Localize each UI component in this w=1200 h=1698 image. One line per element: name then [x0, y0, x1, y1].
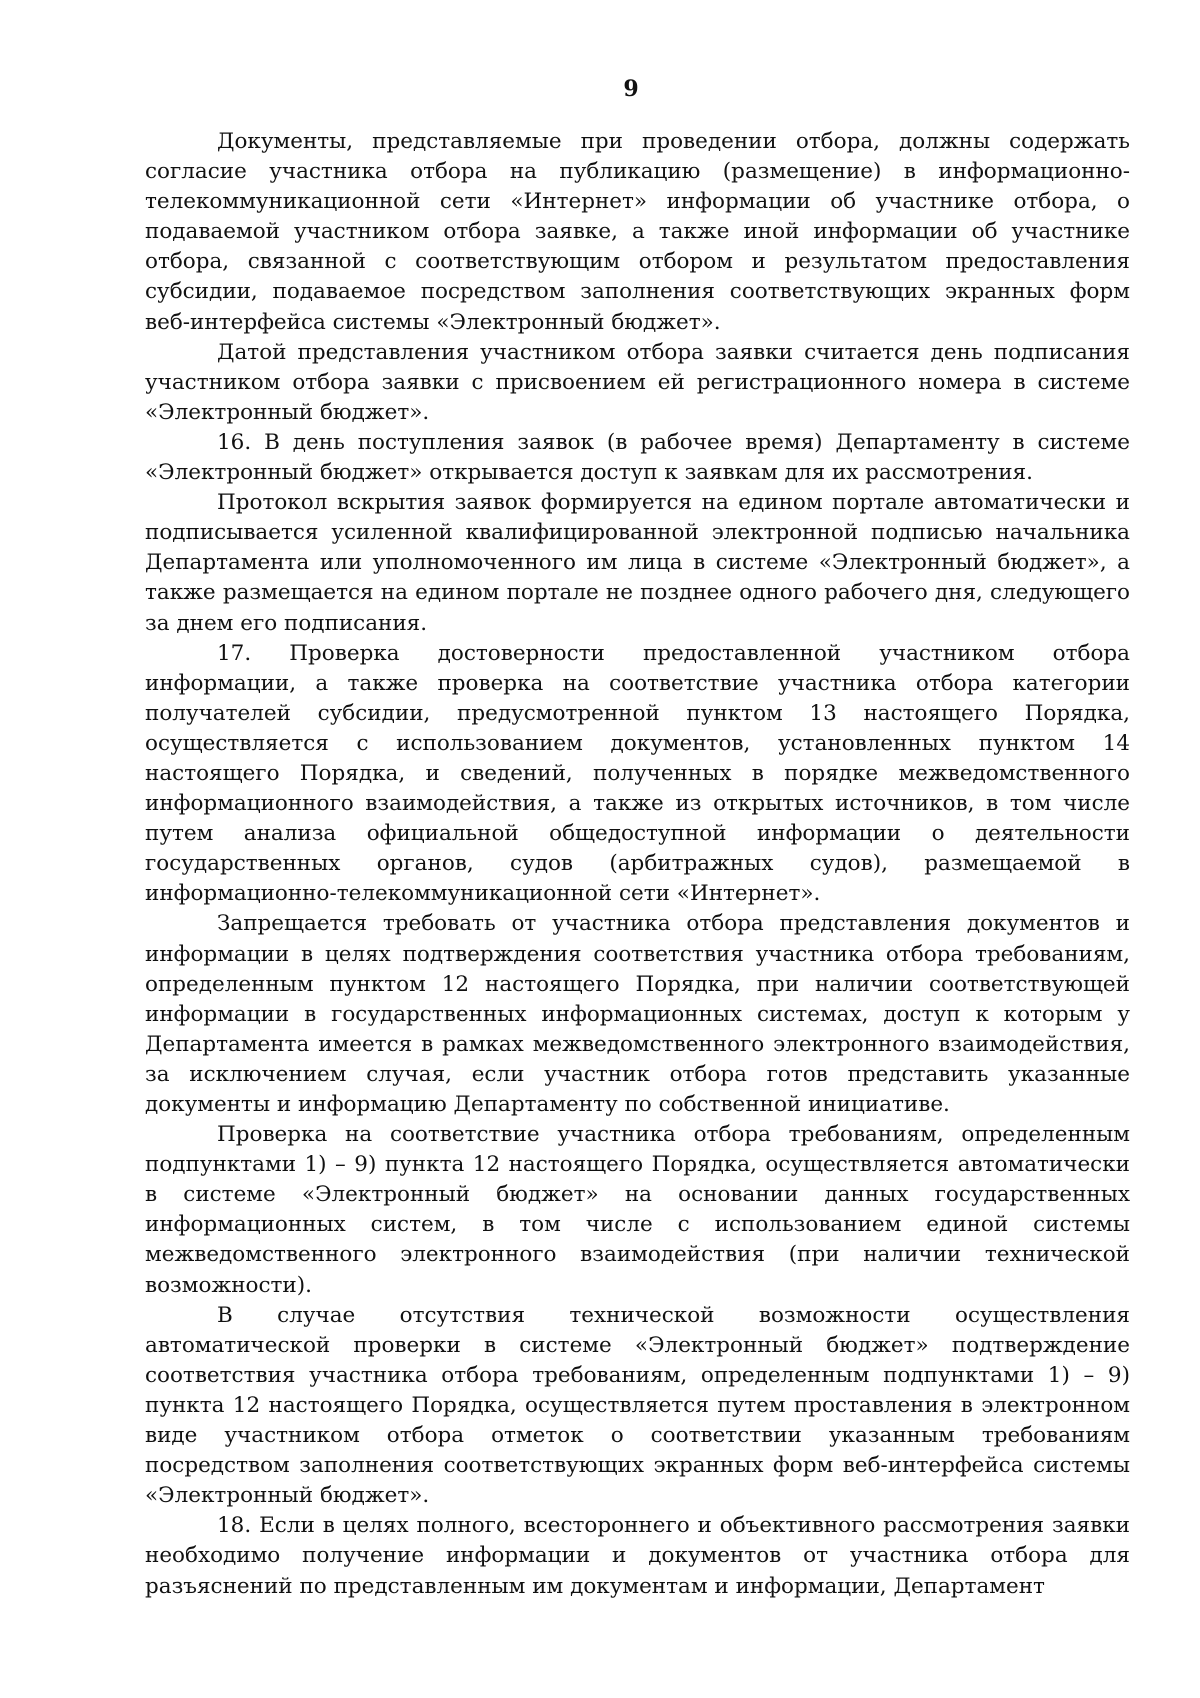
paragraph-item-16: 16. В день поступления заявок (в рабочее время) Департаменту в системе «Электронный бюджет» открывается доступ к заявкам для их рассмотрения.	[145, 429, 1130, 486]
paragraph-item-18: 18. Если в целях полного, всестороннего и объективного рассмотрения заявки необходимо получение информации и документов от участника отбора для разъяснений по представленным им документам и информации, Департамент	[145, 1513, 1130, 1599]
paragraph-submission-date: Датой представления участником отбора заявки считается день подписания участником отбора заявки с присвоением ей регистрационного номера в системе «Электронный бюджет».	[145, 339, 1130, 425]
paragraph-manual-confirmation: В случае отсутствия технической возможности осуществления автоматической проверки в системе «Электронный бюджет» подтверждение соответствия участника отбора требованиям, определенным подпунктами 1) – 9) пункта 12 настоящего Порядка, осуществляется путем проставления в электронном виде участником отбора отметок о соответствии указанным требованиям посредством заполнения соответствующих экранных форм веб-интерфейса системы «Электронный бюджет».	[145, 1302, 1130, 1509]
page-number: 9	[623, 76, 639, 102]
paragraph-prohibition: Запрещается требовать от участника отбора представления документов и информации в целях подтверждения соответствия участника отбора требованиям, определенным пунктом 12 настоящего Порядка, при наличии соответствующей информации в государственных информационных системах, доступ к которым у Департамента имеется в рамках межведомственного электронного взаимодействия, за исключением случая, если участник отбора готов представить указанные документы и информацию Департаменту по собственной инициативе.	[145, 911, 1130, 1117]
document-body	[145, 127, 1130, 1602]
paragraph-opening-protocol: Протокол вскрытия заявок формируется на едином портале автоматически и подписывается усиленной квалифицированной электронной подписью начальника Департамента или уполномоченного им лица в системе «Электронный бюджет», а также размещается на едином портале не позднее одного рабочего дня, следующего за днем его подписания.	[145, 490, 1130, 636]
paragraph-automatic-check: Проверка на соответствие участника отбора требованиям, определенным подпунктами 1) – 9) пункта 12 настоящего Порядка, осуществляется автоматически в системе «Электронный бюджет» на основании данных государственных информационных систем, в том числе с использованием единой системы межведомственного электронного взаимодействия (при наличии технической возможности).	[145, 1122, 1130, 1298]
paragraph-consent-publication: Документы, представляемые при проведении отбора, должны содержать согласие участника отбора на публикацию (размещение) в информационно-телекоммуникационной сети «Интернет» информации об участнике отбора, о подаваемой участником отбора заявке, а также иной информации об участнике отбора, связанной с соответствующим отбором и результатом предоставления субсидии, подаваемое посредством заполнения соответствующих экранных форм веб-интерфейса системы «Электронный бюджет».	[145, 129, 1130, 335]
paragraph-item-17: 17. Проверка достоверности предоставленной участником отбора информации, а также проверка на соответствие участника отбора категории получателей субсидии, предусмотренной пунктом 13 настоящего Порядка, осуществляется с использованием документов, установленных пунктом 14 настоящего Порядка, и сведений, полученных в порядке межведомственного информационного взаимодействия, а также из открытых источников, в том числе путем анализа официальной общедоступной информации о деятельности государственных органов, судов (арбитражных судов), размещаемой в информационно-телекоммуникационной сети «Интернет».	[145, 640, 1130, 907]
